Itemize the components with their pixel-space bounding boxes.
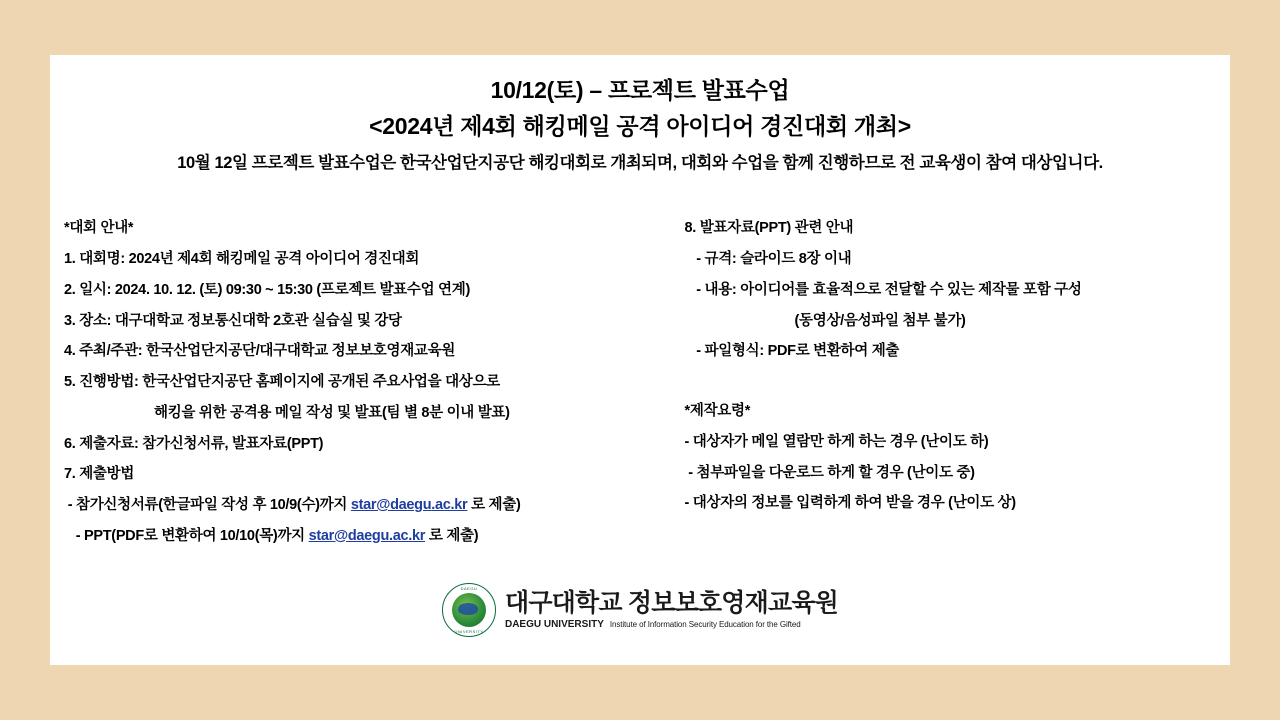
institution-logo [442, 583, 838, 637]
logo-text-block [504, 588, 839, 630]
seal-top-text: DAEGU [460, 586, 478, 591]
list-item: 7. 제출방법 [64, 466, 135, 483]
logo-subtitle-row [505, 619, 838, 630]
submission-2-post: 로 제출) [425, 527, 479, 544]
submission-line-2 [64, 521, 655, 552]
submission-line-1 [64, 490, 655, 521]
list-item: 6. 제출자료: 참가신청서류, 발표자료(PPT) [64, 435, 324, 452]
seal-emblem-icon [452, 593, 486, 627]
submission-1-post: 로 제출) [467, 497, 521, 513]
email-link-application[interactable]: star@daegu.ac.kr [350, 497, 468, 513]
logo-subtitle-ko: DAEGU UNIVERSITY [504, 618, 604, 630]
logo-subtitle-en: Institute of Information Security Education for the Gifted [609, 619, 801, 629]
content-columns [50, 213, 1230, 551]
list-item: 1. 대회명: 2024년 제4회 해킹메일 공격 아이디어 경진대회 [64, 251, 420, 268]
footer-logo-area [50, 583, 1230, 637]
list-item: - 대상자가 메일 열람만 하게 하는 경우 (난이도 하) [684, 433, 989, 450]
list-item-continuation: 해킹을 위한 공격용 메일 작성 및 발표(팀 별 8분 이내 발표) [154, 404, 510, 421]
column-spacer [685, 367, 1216, 396]
title-block [50, 55, 1230, 175]
slide-title-line-1: 10/12(토) – 프로젝트 발표수업 [490, 77, 790, 103]
list-item: 4. 주최/주관: 한국산업단지공단/대구대학교 정보보호영재교육원 [64, 343, 456, 360]
list-item: - 내용: 아이디어를 효율적으로 전달할 수 있는 제작물 포함 구성 [692, 281, 1082, 298]
list-item: 2. 일시: 2024. 10. 12. (토) 09:30 ~ 15:30 (프로젝트 발표수업 연계) [64, 281, 470, 298]
logo-title: 대구대학교 정보보호영재교육원 [504, 588, 839, 617]
list-item: - 규격: 슬라이드 8장 이내 [692, 251, 852, 268]
list-item-continuation: (동영상/음성파일 첨부 불가) [794, 312, 966, 329]
left-column-heading: *대회 안내* [64, 220, 134, 237]
email-link-ppt[interactable]: star@daegu.ac.kr [308, 527, 426, 544]
list-item: - 대상자의 정보를 입력하게 하여 받을 경우 (난이도 상) [684, 495, 1016, 512]
slide-title-line-2: <2024년 제4회 해킹메일 공격 아이디어 경진대회 개최> [369, 112, 911, 139]
submission-2-pre: - PPT(PDF로 변환하여 10/10(목)까지 [72, 527, 309, 544]
list-item: - 파일형식: PDF로 변환하여 제출 [692, 343, 900, 360]
list-item: - 첨부파일을 다운로드 하게 할 경우 (난이도 중) [684, 464, 975, 481]
left-column [64, 213, 655, 551]
list-item: 3. 장소: 대구대학교 정보통신대학 2호관 실습실 및 강당 [64, 312, 402, 329]
slide-canvas [50, 55, 1230, 665]
right-column-heading: *제작요령* [684, 403, 751, 420]
list-item: 5. 진행방법: 한국산업단지공단 홈페이지에 공개된 주요사업을 대상으로 [64, 374, 500, 391]
slide-subtitle: 10월 12일 프로젝트 발표수업은 한국산업단지공단 해킹대회로 개최되며, 대회와 수업을 함께 진행하므로 전 교육생이 참여 대상입니다. [177, 154, 1103, 173]
right-column [655, 213, 1216, 551]
submission-1-pre: - 참가신청서류(한글파일 작성 후 10/9(수)까지 [64, 497, 351, 513]
list-item: 8. 발표자료(PPT) 관련 안내 [684, 220, 854, 237]
seal-bottom-text: UNIVERSITY [454, 629, 484, 634]
university-seal-icon [442, 583, 496, 637]
